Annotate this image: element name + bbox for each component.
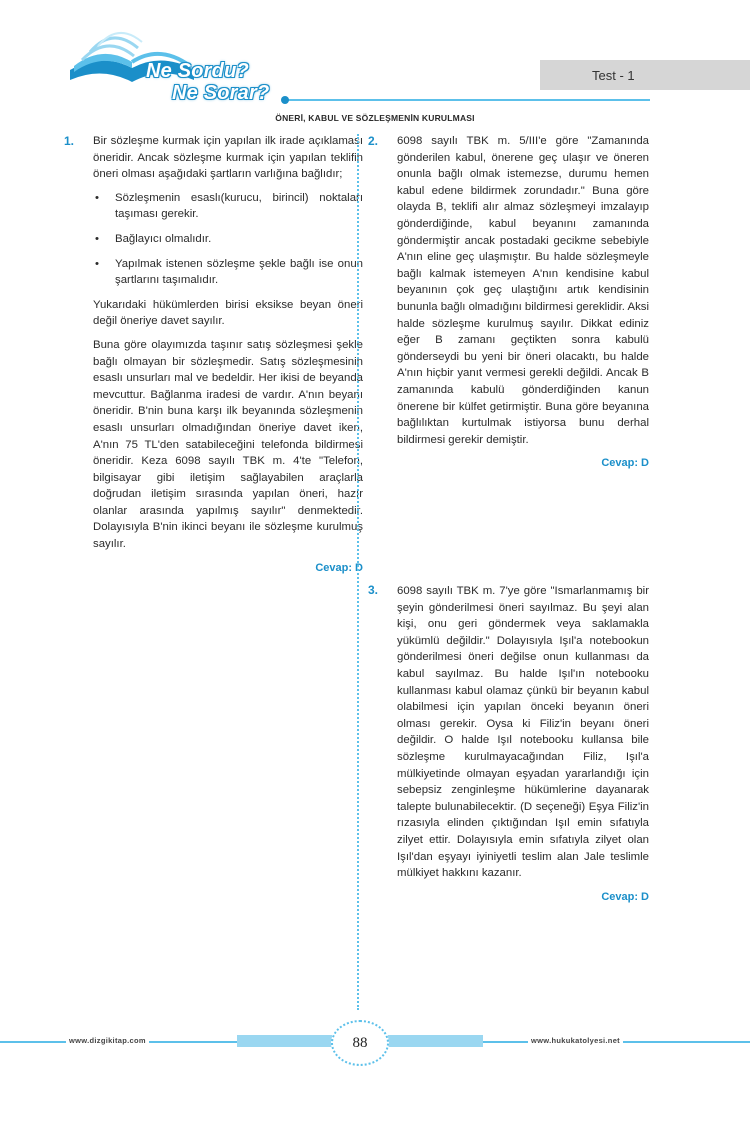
bullet-item: • Bağlayıcı olmalıdır. — [93, 231, 363, 248]
footer-url-right: www.hukukatolyesi.net — [528, 1036, 623, 1045]
footer-url-left: www.dizgikitap.com — [66, 1036, 149, 1045]
question-1-block — [93, 133, 363, 576]
footer-bar-left — [237, 1035, 332, 1047]
header-rule — [284, 99, 650, 101]
question-2-text: 6098 sayılı TBK m. 5/III'e göre "Zamanında gönderilen kabul, önerene geç ulaşır ve öneren onunla bağlı olmak istemezse, durumu hemen kabul edene bildirmek zorundadır." Buna göre olayda B, teklifi alır almaz sözleşmeyi imzalayıp gönderdiğinde, kabul beyanını zamanında göndermiştir ancak postadaki gecikme sebebiyle A'nın eline geç ulaşmıştır. Bu halde sözleşmeyle bağlı kalmak istemeyen A'nın kendisine kabul beyanının çok geç ulaştığını artık kendisinin bununla bağlı olmadığını bildirmesi gereklidir. Aksi halde sözleşme kurulmuş sayılır. Dikkat ediniz eğer B zamanı geçtikten sonra kabulü gönderseydi bu yeni bir öneri olacaktı, bu halde A'nın hiçbir yanıt vermesi gerekli değildi. Ancak B zamanında kabulü gönderdiğinden kanun önerene bir külfet getirmiştir. Buna göre beyanına bağlılıktan kurtulmak istiyorsa bunu derhal bildirmesi gerekir demiştir. — [397, 135, 649, 446]
question-2-answer: Cevap: D — [601, 457, 649, 470]
question-3-number: 3. — [368, 583, 379, 597]
bullet-item: • Yapılmak istenen sözleşme şekle bağlı ise onun şartlarını taşımalıdır. — [95, 257, 363, 287]
section-title: ÖNERİ, KABUL VE SÖZLEŞMENİN KURULMASI — [275, 113, 475, 123]
question-1-answer: Cevap: D — [315, 561, 363, 574]
bullet-item: • Sözleşmenin esaslı(kurucu, birincil) noktaları taşıması gerekir. — [95, 191, 363, 221]
question-2-number: 2. — [368, 134, 379, 148]
test-label: Test - 1 — [540, 60, 750, 90]
question-3-block — [397, 583, 649, 905]
bullet-mark: • — [95, 232, 99, 245]
question-3-answer: Cevap: D — [601, 890, 649, 903]
footer-bar-right — [388, 1035, 483, 1047]
question-1-intro: Bir sözleşme kurmak için yapılan ilk irade açıklaması öneridir. Ancak sözleşme kurmak için yapılan teklifin öneri olması aşağıdaki şartların varlığına bağlıdır; — [93, 135, 363, 181]
column-divider — [357, 134, 359, 1010]
question-1-paragraph-3: Buna göre olayımızda taşınır satış sözleşmesi şekle bağlı olmayan bir sözleşmedir. Satış sözleşmesinin esaslı unsurları mal ve bedeldir. Her ikisi de beyanda mevcuttur. Bağlanma iradesi de vardır. A'nın beyanı öneridir. B'nin buna karşı ilk beyanında sözleşmenin esaslı unsurları olmadığından öneriye davet iken, A'nın 75 TL'den satabileceğini telefonda bildirmesi öneridir. Keza 6098 sayılı TBK m. 4'te "Telefon, bilgisayar gibi iletişim sağlayabilen araçlarla doğrudan iletişim sırasında yapılan öneri, hazır olanlar arasında yapılmış sayılır" denmektedir. Dolayısıyla B'nin ikinci beyanı ile sözleşme kurulmuş sayılır. — [93, 338, 363, 551]
logo-text-line1: Ne Sordu? — [146, 60, 249, 82]
question-1-bullets — [93, 190, 363, 289]
question-3-text: 6098 sayılı TBK m. 7'ye göre "Ismarlanmamış bir şeyin gönderilmesi öneri sayılmaz. Bu şeyi alan kişi, onu geri göndermek veya saklamakla yükümlü değildir." Dolayısıyla Işıl'a notebookun gönderilmesi öneri değilse onun kullanması da kabul sayılmaz. Bu halde Işıl'ın notebooku kullanması kabul olamaz çünkü bir beyanın kabul olabilmesi için yapılan önceki beyanın öneri olması gerekir. Oysa ki Filiz'in beyanı öneri değildir. O halde Işıl notebooku kullansa bile sözleşme kurulmayacağından Filiz, Işıl'a mülkiyetinde olmayan eşyadan yararlandığı için sebepsiz zenginleşme hükümlerine dayanarak talepte bulunabilecektir. (D seçeneği) Eşya Filiz'in rızasıyla elinden çıktığından Işıl emin sıfatıyla zilyet ettir. Dolayısıyla emin sıfatıyla zilyet olan Işıl'dan eşyayı iyiniyetli teslim alan Jale teslimle mülkiyet hakkını kazanır. — [397, 585, 649, 880]
bullet-mark: • — [95, 257, 99, 270]
header-dot — [281, 96, 289, 104]
question-2-block — [397, 133, 649, 472]
question-1-paragraph-2: Yukarıdaki hükümlerden birisi eksikse beyan öneri değil öneriye davet sayılır. — [93, 298, 363, 328]
logo-text-line2: Ne Sorar? — [172, 82, 270, 104]
question-1-number: 1. — [64, 134, 75, 148]
bullet-mark: • — [95, 191, 99, 204]
logo — [62, 22, 292, 112]
page-number: 88 — [331, 1020, 389, 1066]
